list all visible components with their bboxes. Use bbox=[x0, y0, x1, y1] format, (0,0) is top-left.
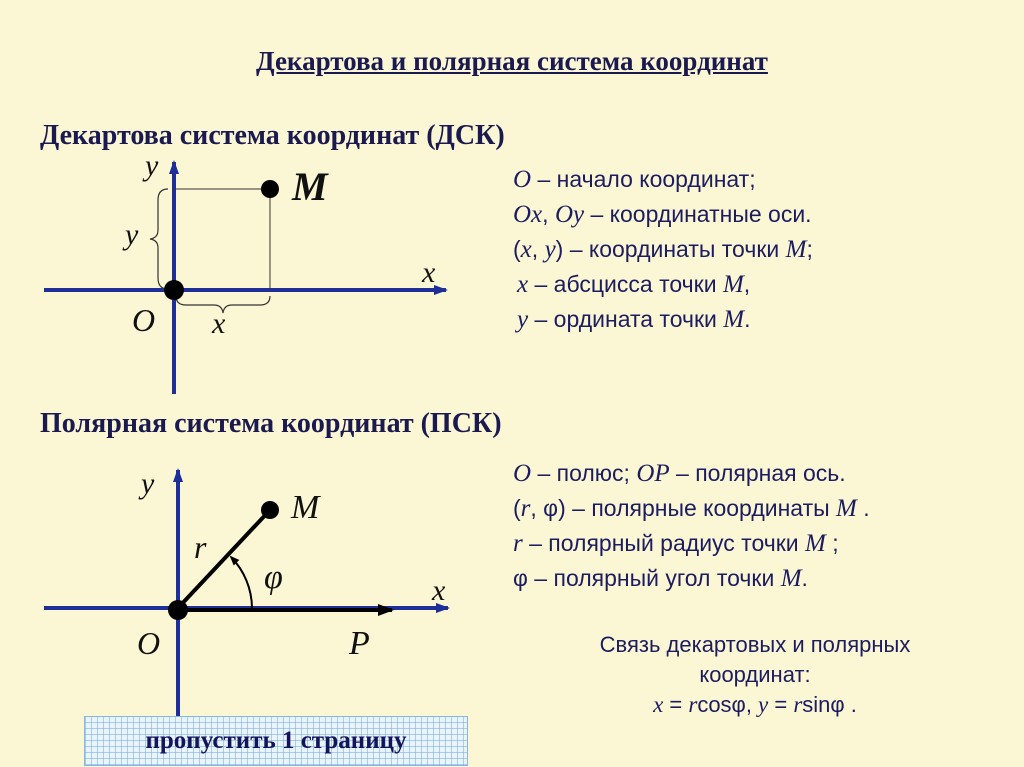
desc-pole-axis-text: – полярная ось. bbox=[669, 460, 846, 486]
desc-abscissa bbox=[513, 267, 813, 302]
formula-r2: r bbox=[793, 692, 803, 717]
formula-cos: cosφ, bbox=[697, 692, 759, 717]
desc-coords-comma: , bbox=[531, 236, 545, 262]
desc-coords-y: y bbox=[544, 236, 556, 263]
formula-y: y bbox=[758, 692, 769, 717]
cartesian-y-axis-label: y bbox=[145, 149, 159, 182]
polar-origin-label: O bbox=[137, 625, 161, 661]
desc-coords-x: x bbox=[520, 236, 532, 263]
desc-ordinate bbox=[513, 302, 813, 337]
desc-abscissa-x: x bbox=[517, 271, 529, 298]
polar-origin-dot bbox=[168, 600, 188, 620]
cartesian-description bbox=[513, 162, 813, 337]
desc-ordinate-end: . bbox=[744, 306, 751, 332]
cartesian-point-label: M bbox=[292, 164, 328, 209]
polar-point-m bbox=[261, 501, 279, 519]
polar-x-axis-label: x bbox=[432, 574, 446, 607]
polar-y-axis-label: y bbox=[141, 467, 155, 500]
desc-coords-text: ) – координаты точки bbox=[555, 236, 786, 262]
desc-ordinate-m: M bbox=[723, 306, 745, 333]
desc-origin bbox=[513, 162, 813, 197]
desc-axes-ox: Ox bbox=[513, 201, 543, 228]
y-coordinate-label: y bbox=[125, 218, 139, 251]
cartesian-origin-dot bbox=[164, 280, 184, 300]
polar-radius-label: r bbox=[194, 529, 207, 565]
cartesian-x-axis-label: x bbox=[422, 256, 436, 289]
skip-page-button[interactable]: пропустить 1 страницу bbox=[84, 716, 468, 766]
desc-radius bbox=[513, 526, 870, 561]
desc-pole-o: O bbox=[513, 460, 532, 487]
relation-block bbox=[540, 630, 970, 720]
desc-axes bbox=[513, 197, 813, 232]
desc-ordinate-y: y bbox=[517, 306, 529, 333]
polar-heading: Полярная система координат (ПСК) bbox=[40, 408, 502, 439]
desc-radius-m: M bbox=[805, 530, 826, 557]
cartesian-point-m bbox=[261, 180, 279, 198]
desc-radius-text: – полярный радиус точки bbox=[522, 530, 806, 556]
cartesian-origin-label: O bbox=[132, 302, 156, 338]
desc-polar-open: ( bbox=[513, 495, 521, 521]
formula-r1: r bbox=[688, 692, 698, 717]
desc-pole bbox=[513, 456, 870, 491]
desc-pole-op: OP bbox=[636, 460, 670, 487]
x-coordinate-label: x bbox=[212, 307, 226, 340]
cartesian-diagram bbox=[0, 0, 480, 400]
desc-origin-symbol: O bbox=[513, 166, 532, 193]
desc-polar-coords bbox=[513, 491, 870, 526]
relation-formula bbox=[540, 690, 970, 720]
desc-radius-end: ; bbox=[825, 530, 839, 556]
desc-polar-m: M bbox=[836, 495, 857, 522]
polar-description bbox=[513, 456, 870, 596]
polar-diagram bbox=[0, 440, 480, 740]
desc-axes-oy: Oy bbox=[554, 201, 585, 228]
desc-coords-end: ; bbox=[806, 236, 813, 262]
desc-angle bbox=[513, 561, 870, 596]
desc-coords-m: M bbox=[785, 236, 807, 263]
desc-origin-text: – начало координат; bbox=[531, 166, 756, 192]
formula-x: x bbox=[653, 692, 664, 717]
desc-coords bbox=[513, 232, 813, 267]
desc-pole-text: – полюс; bbox=[531, 460, 637, 486]
desc-polar-text: , φ) – полярные координаты bbox=[530, 495, 837, 521]
desc-abscissa-text: – абсцисса точки bbox=[528, 271, 723, 297]
polar-angle-label: φ bbox=[264, 559, 283, 596]
desc-ordinate-text: – ордината точки bbox=[528, 306, 724, 332]
page-title-text: Декартова и полярная система координат bbox=[256, 46, 768, 76]
formula-eq1: = bbox=[663, 692, 689, 717]
desc-angle-m: M bbox=[780, 565, 802, 592]
desc-axes-sep: , bbox=[542, 201, 555, 227]
polar-point-label: M bbox=[291, 489, 320, 526]
relation-line1: Связь декартовых и полярных bbox=[599, 632, 911, 657]
desc-coords-open: ( bbox=[513, 236, 521, 262]
desc-radius-r: r bbox=[513, 530, 523, 557]
desc-abscissa-m: M bbox=[722, 271, 744, 298]
relation-line2: координат: bbox=[699, 662, 811, 687]
desc-abscissa-end: , bbox=[743, 271, 751, 297]
desc-angle-text: φ – полярный угол точки bbox=[513, 565, 781, 591]
desc-polar-r: r bbox=[520, 495, 531, 522]
polar-axis-label: P bbox=[349, 625, 370, 662]
cartesian-heading: Декартова система координат (ДСК) bbox=[40, 120, 505, 151]
desc-axes-text: – координатные оси. bbox=[584, 201, 812, 227]
y-brace-icon bbox=[150, 189, 168, 289]
angle-arc-icon bbox=[231, 557, 252, 608]
desc-angle-end: . bbox=[801, 565, 808, 591]
formula-eq2: = bbox=[768, 692, 794, 717]
desc-polar-end: . bbox=[856, 495, 870, 521]
polar-radius bbox=[178, 510, 270, 608]
formula-sin: sinφ . bbox=[802, 692, 857, 717]
